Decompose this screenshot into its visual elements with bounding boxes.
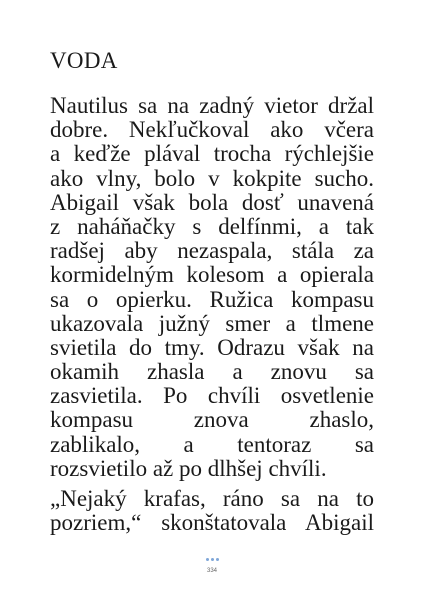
page-number: 334 bbox=[206, 568, 217, 574]
text-line: kormidelným kolesom a opierala bbox=[50, 262, 374, 288]
text-line: okamih zhasla a znovu sa bbox=[50, 359, 374, 385]
text-line: a keďže plával trocha rýchlejšie bbox=[50, 141, 374, 167]
text-line: ako vlny, bolo v kokpite sucho. bbox=[50, 165, 374, 191]
text-line: svietila do tmy. Odrazu však na bbox=[50, 334, 374, 360]
dot-icon bbox=[216, 558, 219, 561]
text-line: kompasu znova zhaslo, bbox=[50, 407, 374, 433]
text-line: „Nejaký krafas, ráno sa na to bbox=[50, 486, 374, 511]
text-line: radšej aby nezaspala, stála za bbox=[50, 238, 374, 264]
text-line: zablikalo, a tentoraz sa bbox=[50, 431, 374, 457]
text-line: z naháňačky s delfínmi, a tak bbox=[50, 213, 374, 239]
text-line: ukazovala južný smer a tlmene bbox=[50, 310, 374, 336]
text-line: dobre. Nekľučkoval ako včera bbox=[50, 117, 374, 143]
paragraph-2 bbox=[50, 487, 374, 535]
text-line: Nautilus sa na zadný vietor držal bbox=[50, 93, 374, 118]
dot-icon bbox=[206, 558, 209, 561]
page-indicator-dots bbox=[206, 558, 219, 561]
text-line: rozsvietilo až po dlhšej chvíli. bbox=[50, 455, 327, 481]
paragraph-1 bbox=[50, 94, 374, 481]
page-footer bbox=[0, 548, 424, 575]
text-line: Abigail však bola dosť unavená bbox=[50, 189, 374, 215]
text-line: sa o opierku. Ružica kompasu bbox=[50, 286, 374, 312]
text-line: pozriem,“ skonštatovala Abigail bbox=[50, 510, 374, 536]
text-line: zasvietila. Po chvíli osvetlenie bbox=[50, 383, 374, 409]
chapter-title: VODA bbox=[50, 48, 118, 73]
dot-icon bbox=[211, 558, 214, 561]
